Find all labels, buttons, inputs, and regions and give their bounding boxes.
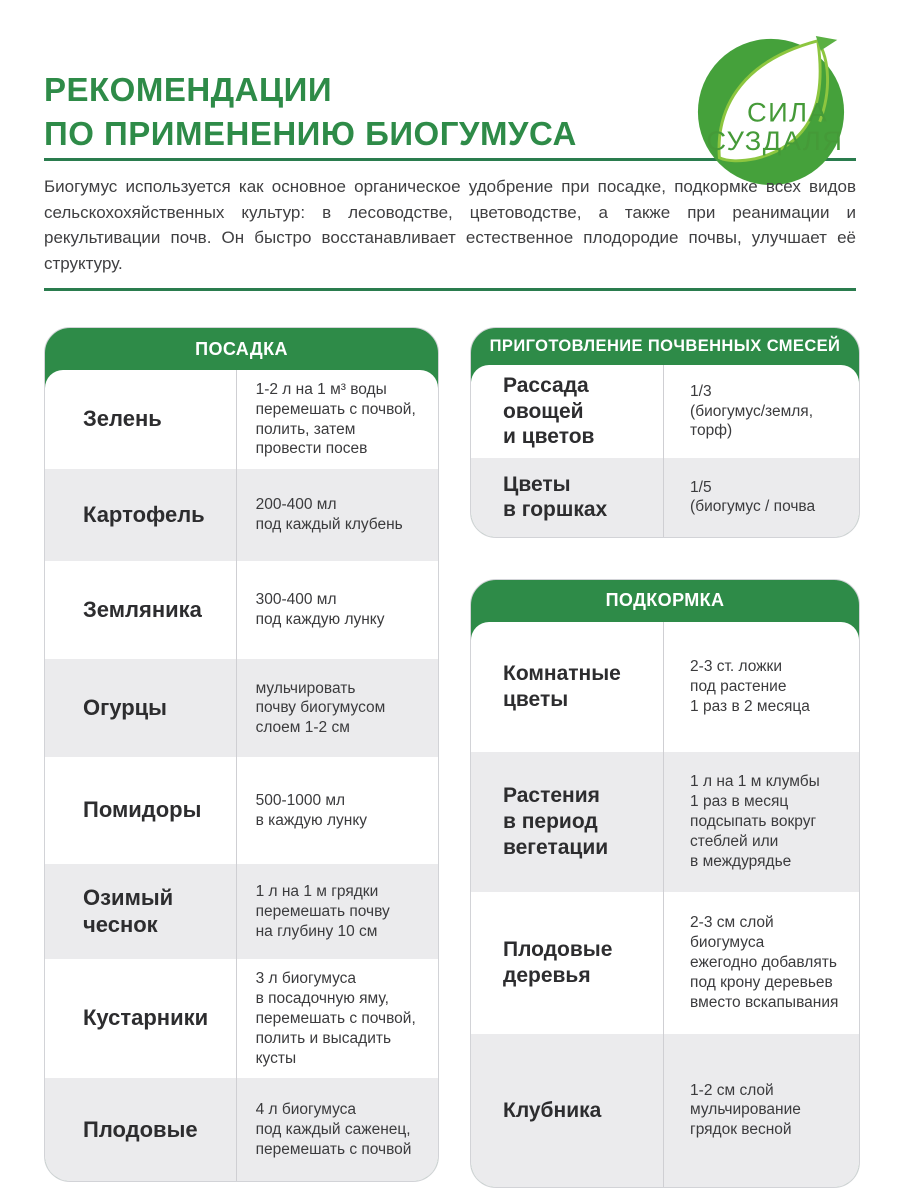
table-row [471, 752, 859, 892]
row-value: 1-2 л на 1 м³ воды перемешать с почвой, полить, затем провести посев [236, 370, 438, 469]
table-row [471, 458, 859, 537]
row-value: мульчировать почву биогумусом слоем 1-2 см [236, 659, 438, 757]
right-column [470, 327, 860, 1188]
table-row [45, 561, 438, 659]
table-row [45, 659, 438, 757]
table-row [45, 959, 438, 1078]
table-row [471, 365, 859, 458]
row-value: 1/3 (биогумус/земля, торф) [663, 365, 859, 458]
table-row [471, 892, 859, 1034]
row-value: 4 л биогумуса под каждый саженец, перемешать с почвой [236, 1078, 438, 1181]
table-soil-mixes-body [471, 365, 859, 537]
left-column [44, 327, 439, 1182]
row-label: Плодовые деревья [503, 938, 613, 987]
row-label: Зелень [83, 406, 162, 432]
brand-logo [692, 34, 850, 186]
row-label: Цветы в горшках [503, 472, 608, 522]
row-label: Картофель [83, 501, 205, 527]
row-label: Плодовые [83, 1116, 198, 1142]
row-label: Озимый чеснок [83, 884, 174, 937]
row-label: Земляника [83, 596, 202, 622]
table-soil-mixes-header: ПРИГОТОВЛЕНИЕ ПОЧВЕННЫХ СМЕСЕЙ [489, 337, 841, 355]
row-label: Кустарники [83, 1005, 209, 1031]
table-row [45, 757, 438, 864]
row-value: 500-1000 мл в каждую лунку [236, 757, 438, 864]
row-value: 1-2 см слой мульчирование грядок весной [663, 1034, 859, 1187]
row-label: Клубника [503, 1098, 602, 1122]
row-value: 1 л на 1 м грядки перемешать почву на глубину 10 см [236, 864, 438, 959]
table-feeding [470, 579, 860, 1188]
row-label: Комнатные цветы [503, 662, 621, 711]
page-title [44, 68, 577, 155]
table-row [471, 622, 859, 752]
table-row [45, 864, 438, 959]
row-value: 2-3 см слой биогумуса ежегодно добавлять под крону деревьев вместо вскапывания [663, 892, 859, 1034]
row-value: 1 л на 1 м клумбы 1 раз в месяц подсыпать вокруг стеблей или в междурядье [663, 752, 859, 892]
row-label: Огурцы [83, 694, 167, 720]
table-feeding-body [471, 622, 859, 1187]
logo-text-line2: СУЗДАЛЯ [706, 124, 844, 156]
row-value: 2-3 ст. ложки под растение 1 раз в 2 месяца [663, 622, 859, 752]
table-row [45, 469, 438, 561]
row-label: Рассада овощей и цветов [503, 374, 595, 449]
table-row [45, 370, 438, 469]
table-soil-mixes [470, 327, 860, 538]
row-value: 300-400 мл под каждую лунку [236, 561, 438, 659]
table-planting-body [45, 370, 438, 1181]
row-value: 3 л биогумуса в посадочную яму, перемешать с почвой, полить и высадить кусты [236, 959, 438, 1078]
tables-area [0, 291, 900, 1188]
table-row [45, 1078, 438, 1181]
row-value: 1/5 (биогумус / почва [663, 458, 859, 537]
table-feeding-header: ПОДКОРМКА [605, 590, 725, 611]
table-planting [44, 327, 439, 1182]
table-planting-header: ПОСАДКА [195, 338, 288, 359]
row-label: Помидоры [83, 797, 202, 823]
row-label: Растения в период вегетации [503, 784, 609, 859]
logo-text-line1: СИЛА [746, 96, 829, 128]
row-value: 200-400 мл под каждый клубень [236, 469, 438, 561]
table-row [471, 1034, 859, 1187]
page-title-line2: ПО ПРИМЕНЕНИЮ БИОГУМУСА [44, 114, 577, 152]
intro-paragraph: Биогумус используется как основное органическое удобрение при посадке, подкормке всех видов сельскохохяйственных культур: в лесоводстве, цветоводстве, а также при реанимации и рекультивации почв. Он быстро восстанавливает естественное плодородие почвы, улучшает её структуру. [44, 177, 856, 273]
page-title-line1: РЕКОМЕНДАЦИИ [44, 71, 333, 108]
masthead [0, 0, 900, 156]
